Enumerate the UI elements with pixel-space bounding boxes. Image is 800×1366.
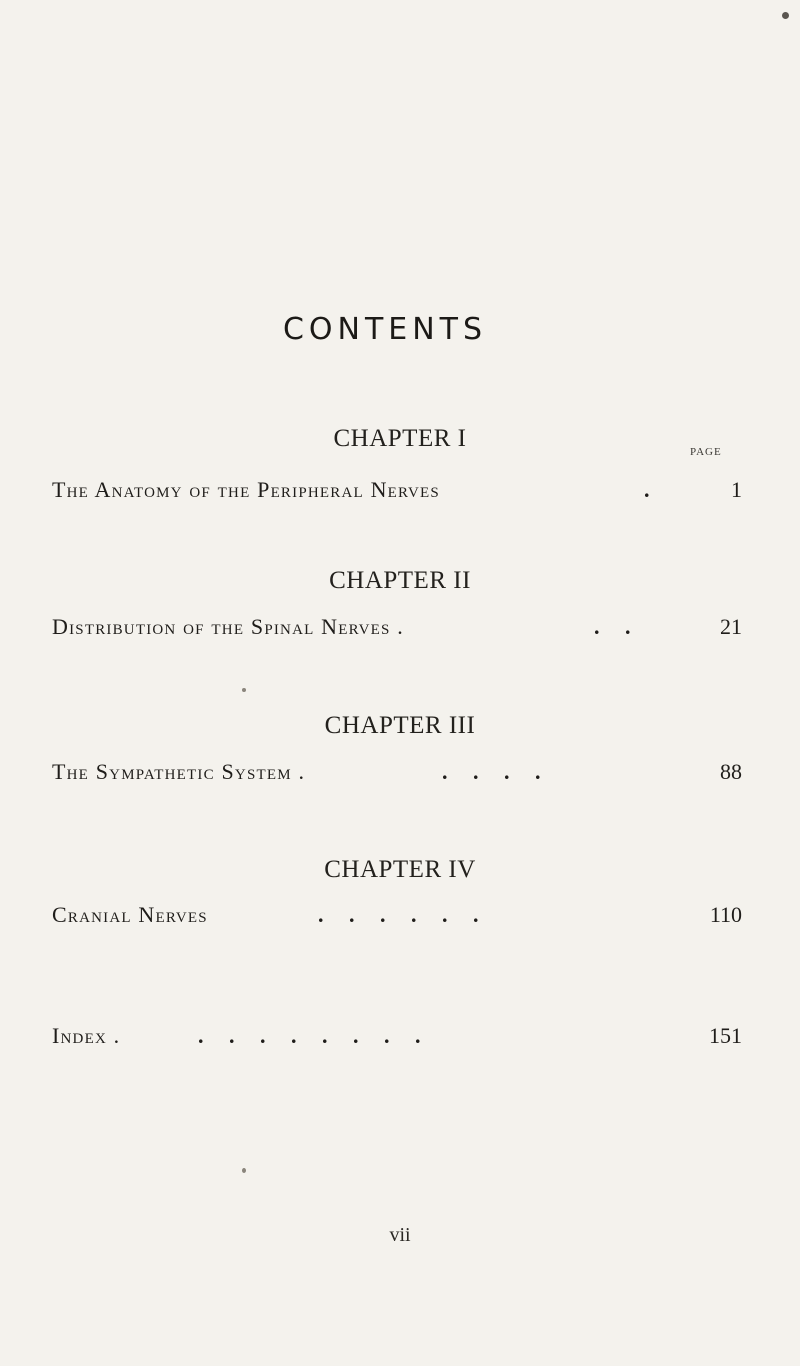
- paper-speck: [242, 688, 246, 692]
- toc-page-number: 88: [720, 759, 742, 784]
- toc-entry-index[interactable]: [52, 1023, 742, 1055]
- toc-leader-dots: . . . . . .: [318, 902, 489, 927]
- chapter-heading: CHAPTER I: [333, 425, 467, 452]
- toc-leader-dots: .: [644, 477, 660, 502]
- toc-leader-dots: . . . .: [442, 759, 551, 784]
- chapter-heading: CHAPTER IV: [324, 856, 476, 883]
- toc-page-number: 21: [720, 614, 742, 639]
- toc-entry[interactable]: [52, 477, 742, 509]
- toc-leader-dots: . . . . . . . .: [198, 1023, 431, 1048]
- toc-page-number: 110: [709, 902, 742, 927]
- toc-page-number: 1: [731, 477, 742, 502]
- toc-entry[interactable]: [52, 614, 742, 646]
- chapter-heading: CHAPTER II: [329, 567, 471, 594]
- paper-speck: [782, 12, 789, 19]
- toc-leader-dots: . .: [594, 614, 641, 639]
- page-folio: vii: [389, 1224, 411, 1246]
- toc-entry-title: The Anatomy of the Peripheral Nerves: [52, 477, 440, 502]
- toc-entry[interactable]: [52, 902, 742, 934]
- contents-title: CONTENTS: [282, 312, 488, 347]
- paper-speck: [242, 1168, 246, 1173]
- toc-entry-title: Distribution of the Spinal Nerves .: [52, 614, 404, 639]
- toc-page-number: 151: [709, 1023, 742, 1048]
- toc-entry-title: Index .: [52, 1023, 121, 1048]
- toc-entry[interactable]: [52, 759, 742, 791]
- toc-entry-title: Cranial Nerves: [52, 902, 208, 927]
- toc-entry-title: The Sympathetic System .: [52, 759, 306, 784]
- page-column-label: PAGE: [690, 446, 722, 458]
- chapter-heading: CHAPTER III: [324, 712, 476, 739]
